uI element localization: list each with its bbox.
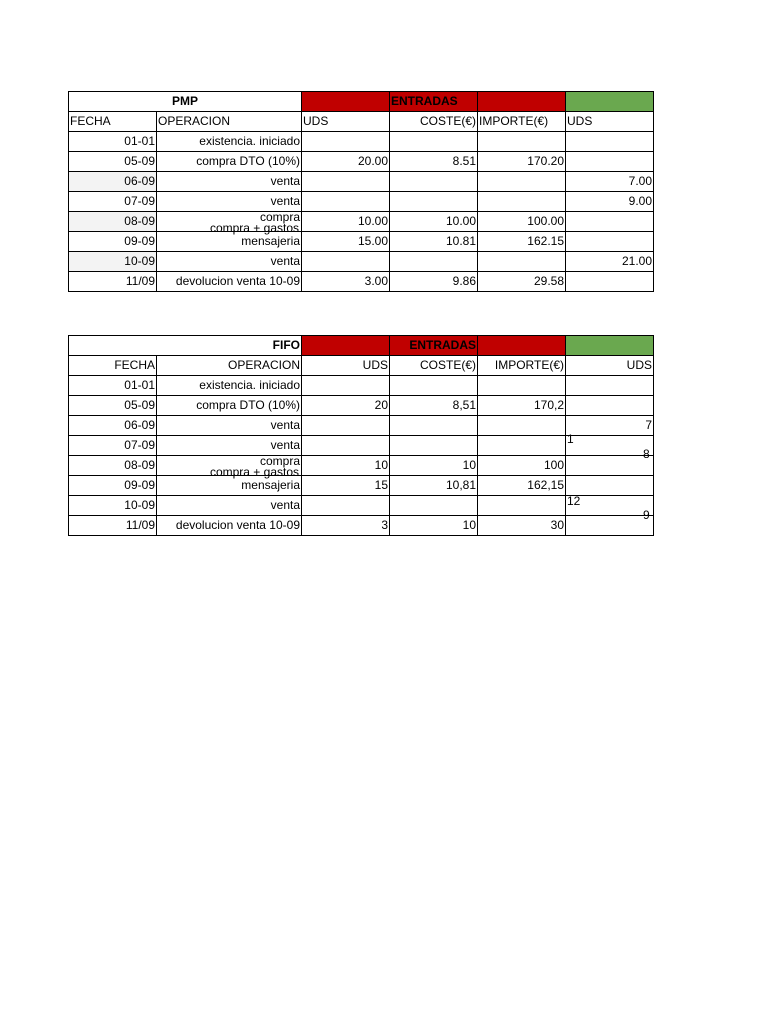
cell-fecha: 11/09: [69, 272, 157, 292]
cell-uds: 10.00: [302, 212, 390, 232]
table-row: [69, 192, 654, 212]
table-row: [69, 212, 654, 232]
table-row: [69, 132, 654, 152]
pmp-col-operacion: OPERACION: [157, 112, 302, 132]
cell-importe: 162,15: [478, 476, 566, 496]
pmp-header-red-cell: [478, 92, 566, 112]
pmp-title: PMP: [69, 92, 302, 112]
fifo-col-uds2: UDS: [566, 356, 654, 376]
cell-coste: 10.00: [390, 212, 478, 232]
cell-importe: [478, 416, 566, 436]
fifo-col-fecha: FECHA: [69, 356, 157, 376]
cell-uds2: [566, 436, 654, 456]
cell-importe: 170.20: [478, 152, 566, 172]
cell-operacion: existencia. iniciado: [157, 132, 302, 152]
cell-importe: [478, 132, 566, 152]
cell-importe: 29.58: [478, 272, 566, 292]
cell-operacion: [157, 454, 302, 479]
cell-uds2: [566, 152, 654, 172]
cell-coste: 10,81: [390, 476, 478, 496]
cell-fecha: 01-01: [69, 376, 157, 396]
fifo-col-uds: UDS: [302, 356, 390, 376]
cell-uds2: [566, 132, 654, 152]
cell-importe: [478, 172, 566, 192]
cell-uds: 3.00: [302, 272, 390, 292]
cell-coste: [390, 376, 478, 396]
cell-importe: [478, 436, 566, 456]
cell-fecha: 05-09: [69, 396, 157, 416]
cell-operacion-text: compra: [259, 454, 300, 468]
cell-operacion: venta: [157, 496, 302, 516]
cell-fecha: 06-09: [69, 416, 157, 436]
cell-fecha: 11/09: [69, 516, 157, 536]
cell-coste: 10: [390, 456, 478, 476]
cell-operacion: existencia. iniciado: [157, 376, 302, 396]
cell-fecha: 08-09: [69, 212, 157, 232]
table-row: [69, 456, 654, 476]
cell-uds2: [566, 396, 654, 416]
overflow-text: compra + gastos: [209, 465, 299, 479]
cell-uds2: 7.00: [566, 172, 654, 192]
cell-importe: [478, 252, 566, 272]
cell-uds: 20.00: [302, 152, 390, 172]
fifo-title: FIFO: [69, 336, 302, 356]
table-row: [69, 436, 654, 456]
cell-fecha: 05-09: [69, 152, 157, 172]
table-row: [69, 172, 654, 192]
cell-uds: [302, 416, 390, 436]
cell-uds: [302, 376, 390, 396]
stray-value-9: 9: [643, 508, 650, 522]
cell-operacion: compra DTO (10%): [157, 396, 302, 416]
cell-uds: 20: [302, 396, 390, 416]
cell-operacion: venta: [157, 192, 302, 212]
cell-fecha: 10-09: [69, 252, 157, 272]
cell-coste: [390, 132, 478, 152]
cell-operacion: venta: [157, 416, 302, 436]
cell-uds2: [566, 272, 654, 292]
table-row: [69, 376, 654, 396]
pmp-header-red-cell: [302, 92, 390, 112]
cell-importe: 170,2: [478, 396, 566, 416]
cell-fecha: 10-09: [69, 496, 157, 516]
cell-coste: [390, 192, 478, 212]
cell-importe: 100: [478, 456, 566, 476]
table-row: [69, 272, 654, 292]
cell-uds: [302, 496, 390, 516]
cell-fecha: 01-01: [69, 132, 157, 152]
cell-uds2: [566, 516, 654, 536]
pmp-col-fecha: FECHA: [69, 112, 157, 132]
cell-operacion: mensajeria: [157, 232, 302, 252]
cell-fecha: 08-09: [69, 456, 157, 476]
cell-fecha: 09-09: [69, 232, 157, 252]
cell-coste: [390, 416, 478, 436]
table-row: [69, 496, 654, 516]
cell-uds: 15: [302, 476, 390, 496]
fifo-header-red-cell: [302, 336, 390, 356]
pmp-col-uds: UDS: [302, 112, 390, 132]
pmp-table: [68, 91, 654, 292]
cell-fecha: 07-09: [69, 436, 157, 456]
cell-coste: 8.51: [390, 152, 478, 172]
cell-uds: [302, 436, 390, 456]
cell-uds: [302, 132, 390, 152]
cell-operacion: devolucion venta 10-09: [157, 516, 302, 536]
cell-uds: 10: [302, 456, 390, 476]
cell-uds: [302, 252, 390, 272]
cell-coste: 10: [390, 516, 478, 536]
cell-importe: [478, 496, 566, 516]
cell-importe: 162.15: [478, 232, 566, 252]
stray-value-12: 12: [567, 494, 581, 508]
cell-operacion: mensajeria: [157, 476, 302, 496]
cell-uds2: [566, 456, 654, 476]
cell-uds2: [566, 376, 654, 396]
cell-coste: 8,51: [390, 396, 478, 416]
table-row: [69, 516, 654, 536]
table-row: [69, 232, 654, 252]
pmp-col-importe: IMPORTE(€): [478, 112, 566, 132]
table-row: [69, 152, 654, 172]
fifo-col-importe: IMPORTE(€): [478, 356, 566, 376]
cell-uds: 15.00: [302, 232, 390, 252]
cell-fecha: 06-09: [69, 172, 157, 192]
fifo-col-coste: COSTE(€): [390, 356, 478, 376]
cell-importe: 30: [478, 516, 566, 536]
cell-coste: [390, 172, 478, 192]
fifo-header-red-cell: [478, 336, 566, 356]
cell-operacion: venta: [157, 252, 302, 272]
cell-importe: [478, 376, 566, 396]
cell-uds2: [566, 232, 654, 252]
cell-operacion: venta: [157, 172, 302, 192]
cell-uds2: 21.00: [566, 252, 654, 272]
cell-uds: [302, 172, 390, 192]
cell-uds2: [566, 212, 654, 232]
table-row: [69, 476, 654, 496]
cell-operacion: [157, 210, 302, 235]
table-row: [69, 252, 654, 272]
pmp-header-green-cell: [566, 92, 654, 112]
cell-coste: [390, 496, 478, 516]
table-row: [69, 396, 654, 416]
overflow-text: compra + gastos: [209, 221, 299, 235]
cell-operacion: compra DTO (10%): [157, 152, 302, 172]
cell-coste: [390, 252, 478, 272]
cell-coste: 10.81: [390, 232, 478, 252]
cell-operacion-text: compra: [259, 210, 300, 224]
table-row: [69, 416, 654, 436]
cell-uds2: [566, 476, 654, 496]
cell-uds: 3: [302, 516, 390, 536]
cell-operacion: devolucion venta 10-09: [157, 272, 302, 292]
cell-importe: [478, 192, 566, 212]
fifo-col-operacion: OPERACION: [157, 356, 302, 376]
pmp-col-uds2: UDS: [566, 112, 654, 132]
cell-uds: [302, 192, 390, 212]
cell-uds2: 7: [566, 416, 654, 436]
pmp-col-coste: COSTE(€): [390, 112, 478, 132]
cell-operacion: venta: [157, 436, 302, 456]
fifo-header-green-cell: [566, 336, 654, 356]
cell-importe: 100.00: [478, 212, 566, 232]
cell-coste: [390, 436, 478, 456]
cell-coste: 9.86: [390, 272, 478, 292]
cell-fecha: 09-09: [69, 476, 157, 496]
cell-fecha: 07-09: [69, 192, 157, 212]
stray-value-8: 8: [643, 447, 650, 461]
fifo-entradas-label: ENTRADAS: [390, 336, 478, 356]
pmp-entradas-label: ENTRADAS: [390, 92, 478, 112]
cell-uds2: 9.00: [566, 192, 654, 212]
stray-value-1: 1: [567, 432, 574, 446]
